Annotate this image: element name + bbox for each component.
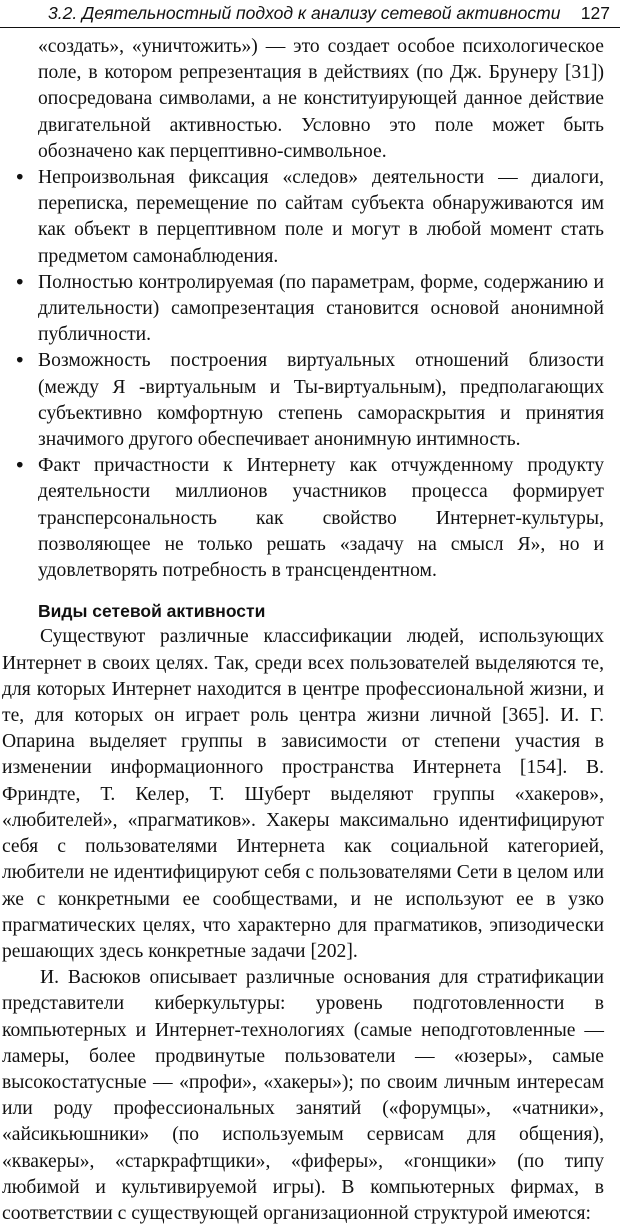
- bullet-item: [0, 165, 604, 270]
- bullet-icon: •: [14, 166, 26, 190]
- section-heading: Виды сетевой активности: [38, 601, 266, 622]
- bullet-item: [0, 348, 604, 453]
- bullet-icon: •: [14, 270, 26, 294]
- section-paragraph: Существуют различные классификации людей, использующих Интернет в своих целях. Так, среди всех пользователей выделяются те, для которых Интернет находится в центре профессиональной жизни, и те, для которых он играет роль центра жизни личной [365]. И. Г. Опарина выделяет группы в зависимости от степени участия в изменении информационного пространства Интернета [154]. В. Фриндте, Т. Келер, Т. Шуберт выделяют группы «хакеров», «любителей», «прагматиков». Хакеры максимально идентифицируют себя с пользователями Интернета как социальной категорией, любители не идентифицируют себя с пользователями Сети в целом или же с конкретными ее сообществами, и не используют ее в узко прагматических целях, что характерно для прагматиков, эпизодически решающих здесь конкретные задачи [202].: [2, 626, 604, 962]
- bullet-text: Возможность построения виртуальных отношений близости (между Я -виртуальным и Ты-виртуальным), предполагающих субъективно комфортную степень самораскрытия и принятия значимого другого обеспечивает анонимную интимность.: [38, 350, 604, 451]
- running-head: [0, 0, 620, 30]
- bullet-item: [0, 270, 604, 349]
- bullet-list: [0, 165, 604, 584]
- bullet-text: Факт причастности к Интернету как отчужденному продукту деятельности миллионов участников процесса формирует трансперсональность как свойство Интернет-культуры, позволяющее не только решать «задачу на смысл Я», но и удовлетворять потребность в трансцендентном.: [38, 455, 604, 582]
- bullet-icon: •: [14, 349, 26, 373]
- bullet-item: [0, 453, 604, 584]
- body-text: [0, 34, 604, 1227]
- bullet-text: Полностью контролируемая (по параметрам, форме, содержанию и длительности) самопрезентация становится основой анонимной публичности.: [38, 271, 604, 346]
- running-head-title: 3.2. Деятельностный подход к анализу сетевой активности: [48, 3, 561, 23]
- header-rule: [0, 27, 620, 28]
- bullet-icon: •: [14, 454, 26, 478]
- intro-paragraph: «создать», «уничтожить») — это создает особое психологическое поле, в котором репрезентация в действиях (по Дж. Брунеру [31]) опосредована символами, а не конституирующей данное действие двигательной активностью. Условно это поле может быть обозначено как перцептивно-символьное.: [38, 36, 604, 162]
- bullet-text: Непроизвольная фиксация «следов» деятельности — диалоги, переписка, перемещение по сайтам субъекта обнаруживаются им как объект в перцептивном поле и могут в любой момент стать предметом самонаблюдения.: [38, 167, 604, 267]
- page-number: 127: [580, 3, 610, 23]
- section-paragraph: И. Васюков описывает различные основания для стратификации представители киберкультуры: уровень подготовленности в компьютерных и Интернет-технологиях (самые неподготовленные — ламеры, более продвинутые пользователи — «юзеры», самые высокостатусные — «профи», «хакеры»); по своим личным интересам или роду профессиональных занятий («форумцы», «чатники», «айсикьюшники» (по используемым сервисам для общения), «квакеры», «старкрафтщики», «фиферы», «гонщики» (по типу любимой и культивируемой игры). В компьютерных фирмах, в соответствии с существующей организационной структурой имеются:: [2, 967, 604, 1224]
